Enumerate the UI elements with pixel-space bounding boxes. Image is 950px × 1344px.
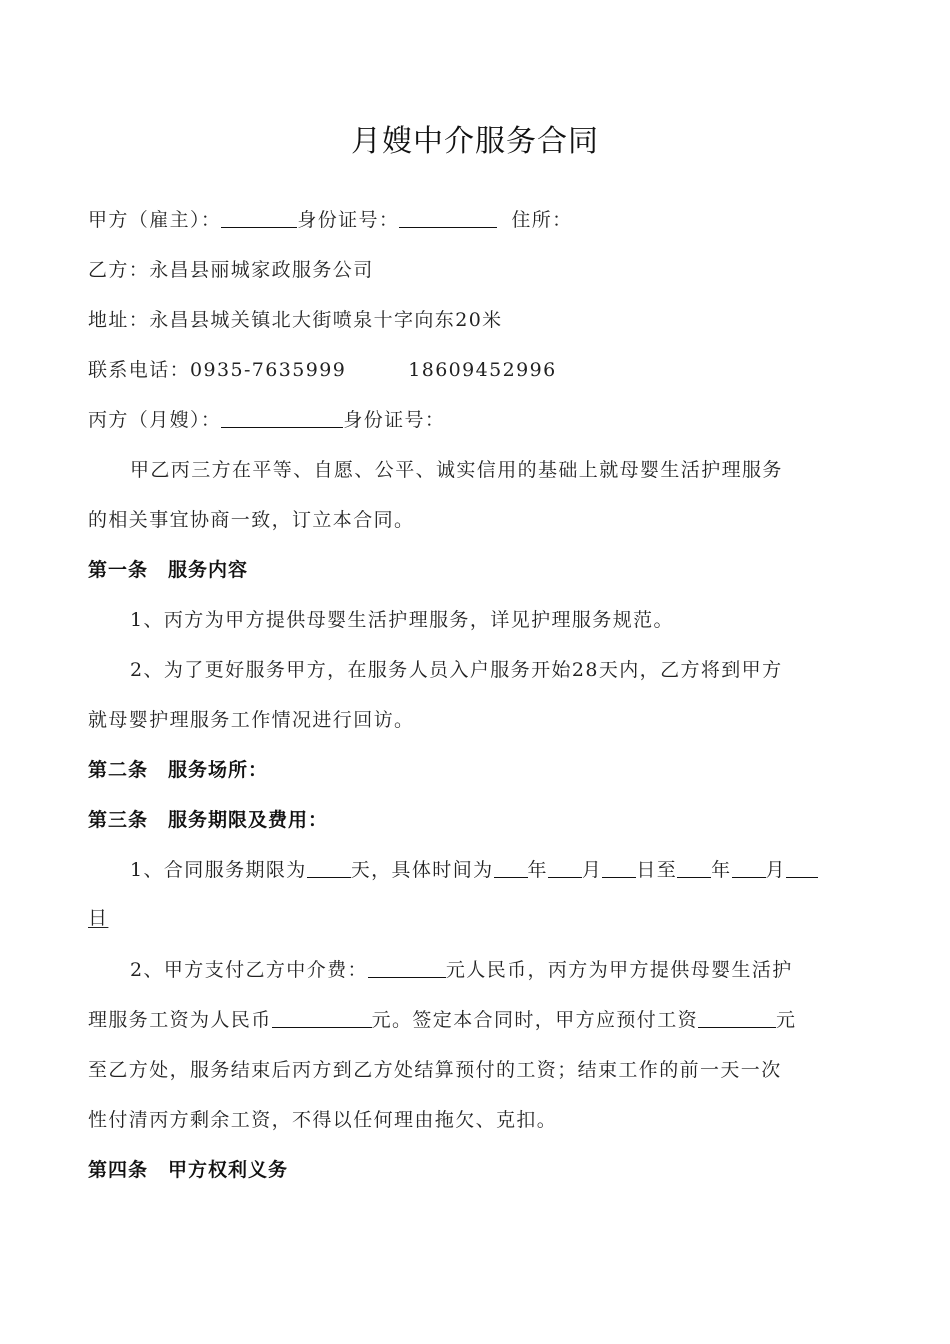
party-a-name-blank	[221, 205, 297, 228]
agency-fee-text: 元人民币，丙方为甲方提供母婴生活护	[445, 959, 793, 981]
end-year-label: 年	[711, 859, 732, 881]
phone-label: 联系电话：	[88, 359, 191, 381]
article-2-heading: 第二条 服务场所：	[88, 759, 269, 781]
start-year-label: 年	[527, 859, 548, 881]
end-day-label: 日	[88, 907, 109, 929]
article-3-heading: 第三条 服务期限及费用：	[88, 809, 329, 831]
term-label: 1、合同服务期限为	[130, 859, 307, 881]
wage-blank	[272, 1005, 372, 1028]
days-blank	[307, 855, 351, 878]
article-1-item-2-line-2: 就母婴护理服务工作情况进行回访。	[88, 709, 415, 731]
party-c-id-label: 身份证号：	[343, 409, 446, 431]
party-b-name-line: 乙方：永昌县丽城家政服务公司	[88, 259, 374, 281]
party-a-line	[88, 205, 848, 235]
party-a-id-blank	[399, 205, 497, 228]
party-c-line	[88, 405, 848, 435]
article-3-item-2-line-4: 性付清丙方剩余工资，不得以任何理由拖欠、克扣。	[88, 1109, 558, 1131]
article-3-item-1-line-2	[88, 903, 848, 933]
party-a-label: 甲方（雇主）：	[88, 209, 222, 231]
phone-number-2: 18609452996	[408, 359, 557, 381]
prepay-label: 元。签定本合同时，甲方应预付工资	[371, 1009, 699, 1031]
party-b-address-line: 地址：永昌县城关镇北大街喷泉十字向东20米	[88, 309, 503, 331]
start-day-blank	[602, 855, 636, 878]
party-a-address-label: 住所：	[511, 209, 573, 231]
document-title: 月嫂中介服务合同	[351, 124, 599, 159]
article-4-heading: 第四条 甲方权利义务	[88, 1159, 289, 1181]
party-c-name-blank	[221, 405, 343, 428]
end-day-blank	[786, 855, 818, 878]
preamble-line-2: 的相关事宜协商一致，订立本合同。	[88, 509, 415, 531]
party-b-phone-line	[88, 355, 848, 385]
end-month-blank	[732, 855, 766, 878]
article-1-item-1: 1、丙方为甲方提供母婴生活护理服务，详见护理服务规范。	[130, 609, 674, 631]
party-c-label: 丙方（月嫂）：	[88, 409, 222, 431]
start-month-label: 月	[581, 859, 603, 881]
prepay-blank	[698, 1005, 776, 1028]
start-year-blank	[494, 855, 528, 878]
phone-number-1: 0935-7635999	[190, 359, 347, 381]
start-month-blank	[548, 855, 582, 878]
term-days-text: 天，具体时间为	[350, 859, 494, 881]
article-1-heading: 第一条 服务内容	[88, 559, 249, 581]
preamble-line-1: 甲乙丙三方在平等、自愿、公平、诚实信用的基础上就母婴生活护理服务	[130, 459, 783, 481]
agency-fee-blank	[368, 955, 446, 978]
article-3-item-2-line-3: 至乙方处，服务结束后丙方到乙方处结算预付的工资；结束工作的前一天一次	[88, 1059, 782, 1081]
article-3-item-2-line-2	[88, 1005, 848, 1035]
article-3-item-2-line-1	[88, 955, 890, 985]
agency-fee-label: 2、甲方支付乙方中介费：	[130, 959, 368, 981]
prepay-unit: 元	[776, 1009, 797, 1031]
wage-label: 理服务工资为人民币	[88, 1009, 272, 1031]
end-year-blank	[677, 855, 711, 878]
article-1-item-2-line-1: 2、为了更好服务甲方，在服务人员入户服务开始28天内，乙方将到甲方	[130, 659, 783, 681]
end-month-label: 月	[765, 859, 786, 881]
party-a-id-label: 身份证号：	[297, 209, 400, 231]
article-3-item-1-line-1	[88, 855, 890, 885]
start-day-to-label: 日至	[636, 859, 678, 881]
